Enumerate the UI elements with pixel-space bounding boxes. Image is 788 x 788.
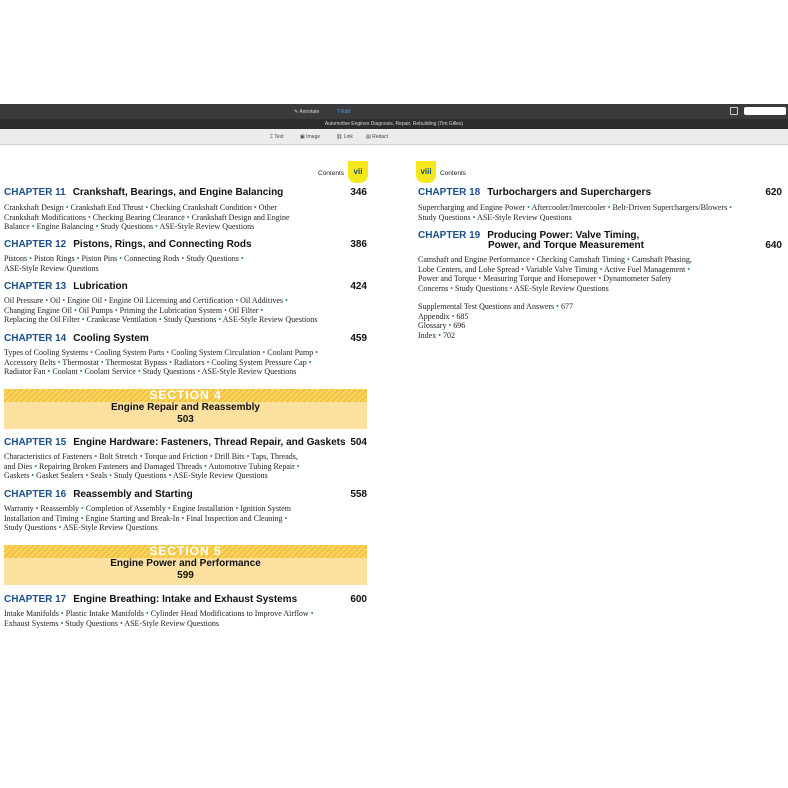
chapter-title: Engine Breathing: Intake and Exhaust Systems	[73, 594, 298, 605]
bullet-icon: •	[521, 264, 524, 274]
bullet-icon: •	[81, 315, 85, 324]
bullet-icon: •	[284, 513, 288, 523]
bullet-icon: •	[158, 315, 162, 324]
topic-line: Concerns • Study Questions • ASE-Style Review Questions	[418, 283, 609, 293]
edit-toolbar	[0, 129, 788, 145]
bullet-icon: •	[527, 203, 530, 212]
chapter-topics	[4, 254, 244, 273]
chapter-title: Lubrication	[73, 281, 128, 292]
bullet-icon: •	[262, 348, 266, 357]
bullet-icon: •	[531, 255, 535, 264]
chapter-number: CHAPTER 16	[4, 489, 67, 500]
bullet-icon: •	[181, 513, 185, 523]
page-header: Contents	[318, 170, 345, 177]
chapter-page: 459	[350, 333, 367, 344]
edit-label: Edit	[341, 109, 350, 115]
bullet-icon: •	[209, 452, 213, 461]
bullet-icon: •	[448, 321, 452, 330]
bullet-icon: •	[74, 305, 77, 315]
bullet-icon: •	[308, 357, 312, 367]
search-input[interactable]	[744, 107, 786, 115]
bullet-icon: •	[58, 523, 62, 532]
bullet-icon: •	[81, 504, 84, 513]
section-label: SECTION 4	[4, 389, 367, 402]
chapter-page: 386	[350, 239, 367, 250]
topic-line: Characteristics of Fasteners • Bolt Stretch • Torque and Friction • Drill Bits • Taps, Threads,	[4, 452, 298, 461]
chapter-heading[interactable]	[4, 489, 193, 500]
bullet-icon: •	[34, 461, 38, 471]
bullet-icon: •	[29, 254, 32, 263]
bullet-icon: •	[94, 452, 98, 461]
chapter-topics	[418, 255, 692, 293]
bullet-icon: •	[169, 357, 172, 367]
image-tool-button[interactable]: ▣ Image	[300, 134, 321, 140]
chapter-number: CHAPTER 11	[4, 187, 66, 198]
chapter-heading[interactable]	[4, 187, 283, 198]
lock-icon[interactable]	[730, 107, 738, 115]
topic-line: Camshaft and Engine Performance • Checking Camshaft Timing • Camshaft Phasing,	[418, 255, 692, 264]
annotate-button[interactable]: ✎ Annotate	[294, 109, 320, 115]
chapter-topics	[4, 609, 314, 628]
document-title: Automotive Engines Diagnosis, Repair, Rebuilding (Tim Gilles)	[0, 119, 788, 129]
bullet-icon: •	[206, 357, 210, 367]
topic-line: Lobe Centers, and Lobe Spread • Variable Valve Timing • Active Fuel Management •	[418, 264, 691, 274]
bullet-icon: •	[509, 283, 513, 293]
redact-tool-button[interactable]: ▤ Redact	[366, 134, 388, 140]
bullet-icon: •	[45, 296, 49, 305]
back-matter-list	[418, 302, 573, 340]
bullet-icon: •	[47, 367, 51, 376]
topic-line: and Dies • Repairing Broken Fasteners and Damaged Threads • Automotive Tubing Repair •	[4, 461, 300, 471]
bullet-icon: •	[478, 274, 482, 283]
bullet-icon: •	[729, 203, 733, 212]
bullet-icon: •	[80, 513, 84, 523]
section-label: SECTION 5	[4, 545, 367, 558]
bullet-icon: •	[114, 305, 118, 315]
bullet-icon: •	[35, 504, 39, 513]
chapter-heading[interactable]	[4, 281, 128, 292]
bullet-icon: •	[60, 618, 64, 628]
chapter-number: CHAPTER 12	[4, 239, 67, 250]
bullet-icon: •	[57, 357, 61, 367]
annotate-label: Annotate	[299, 109, 320, 115]
bullet-icon: •	[109, 471, 112, 480]
topic-line: Study Questions • ASE-Style Review Questions	[4, 523, 158, 532]
chapter-title: Pistons, Rings, and Connecting Rods	[73, 239, 252, 250]
back-matter-item[interactable]: Appendix • 685	[418, 311, 469, 321]
bullet-icon: •	[76, 254, 80, 263]
bullet-icon: •	[85, 471, 89, 480]
bullet-icon: •	[181, 254, 185, 263]
bullet-icon: •	[137, 367, 141, 376]
bullet-icon: •	[31, 471, 35, 480]
topic-line: Installation and Timing • Engine Starting and Break-In • Final Inspection and Cleaning •	[4, 513, 288, 523]
bullet-icon: •	[145, 203, 149, 212]
chapter-topics	[4, 504, 291, 533]
edit-button[interactable]: T Edit	[337, 109, 350, 115]
topic-line: Radiator Fan • Coolant • Coolant Service • Study Questions • ASE-Style Review Questions	[4, 367, 297, 376]
bullet-icon: •	[599, 264, 603, 274]
bullet-icon: •	[607, 203, 611, 212]
chapter-heading[interactable]	[4, 239, 252, 250]
topic-line: Warranty • Reassembly • Completion of Assembly • Engine Installation • Ignition System	[4, 504, 292, 513]
chapter-number: CHAPTER 17	[4, 594, 67, 605]
topic-line: Exhaust Systems • Study Questions • ASE-Style Review Questions	[4, 618, 219, 628]
bullet-icon: •	[246, 452, 250, 461]
bullet-icon: •	[253, 203, 257, 212]
bullet-icon: •	[79, 367, 83, 376]
bullet-icon: •	[197, 367, 201, 376]
section-page: 503	[177, 414, 194, 425]
text-label: Text	[274, 134, 284, 140]
bullet-icon: •	[167, 504, 171, 513]
topic-line: ASE-Style Review Questions	[4, 263, 99, 273]
bullet-icon: •	[60, 609, 64, 618]
page-number-badge: vii	[348, 161, 368, 183]
bullet-icon: •	[438, 330, 442, 340]
chapter-title-continued: Power, and Torque Measurement	[488, 240, 644, 251]
chapter-page: 504	[350, 437, 367, 448]
bullet-icon: •	[104, 296, 107, 305]
bullet-icon: •	[119, 254, 123, 263]
redact-label: Redact	[372, 134, 388, 140]
chapter-heading[interactable]	[418, 187, 651, 198]
bullet-icon: •	[598, 274, 602, 283]
chapter-page: 640	[765, 240, 782, 251]
chapter-title: Turbochargers and Superchargers	[487, 187, 651, 198]
bullet-icon: •	[235, 296, 239, 305]
chapter-number: CHAPTER 13	[4, 281, 67, 292]
bullet-icon: •	[31, 222, 35, 231]
bullet-icon: •	[119, 618, 123, 628]
link-tool-button[interactable]: ⛓ Link	[336, 134, 353, 140]
topic-line: Types of Cooling Systems • Cooling System Parts • Cooling System Circulation • Coolant Pump •	[4, 348, 319, 357]
chapter-topics	[418, 203, 732, 222]
chapter-number: CHAPTER 15	[4, 437, 67, 448]
top-toolbar	[0, 104, 788, 119]
chapter-page: 346	[350, 187, 367, 198]
section-title: Engine Repair and Reassembly	[111, 402, 260, 413]
topic-line: Changing Engine Oil • Oil Pumps • Priming the Lubrication System • Oil Filter •	[4, 305, 264, 315]
chapter-title: Producing Power: Valve Timing,	[487, 230, 640, 241]
topic-line: Study Questions • ASE-Style Review Questions	[418, 212, 572, 222]
topic-line: Crankshaft Modifications • Checking Bearing Clearance • Crankshaft Design and Engine	[4, 212, 290, 222]
chapter-title: Reassembly and Starting	[73, 489, 193, 500]
chapter-title: Engine Hardware: Fasteners, Thread Repair, and Gaskets	[73, 437, 346, 448]
bullet-icon: •	[450, 283, 454, 293]
bullet-icon: •	[285, 296, 288, 305]
chapter-heading[interactable]	[4, 333, 149, 344]
chapter-number: CHAPTER 14	[4, 333, 67, 344]
bullet-icon: •	[315, 348, 319, 357]
chapter-page: 620	[765, 187, 782, 198]
bullet-icon: •	[62, 296, 66, 305]
bullet-icon: •	[451, 311, 455, 321]
bullet-icon: •	[687, 264, 691, 274]
bullet-icon: •	[240, 254, 244, 263]
topic-line: Balance • Engine Balancing • Study Questions • ASE-Style Review Questions	[4, 222, 255, 231]
bullet-icon: •	[168, 471, 172, 480]
image-label: Image	[306, 134, 321, 140]
bullet-icon: •	[65, 203, 69, 212]
back-matter-item[interactable]: Supplemental Test Questions and Answers • 677	[418, 302, 573, 311]
bullet-icon: •	[472, 212, 476, 222]
topic-line: Accessory Belts • Thermostat • Thermostat Bypass • Radiators • Cooling System Pressure Cap •	[4, 357, 312, 367]
bullet-icon: •	[627, 255, 630, 264]
bullet-icon: •	[556, 302, 559, 311]
bullet-icon: •	[166, 348, 170, 357]
bullet-icon: •	[260, 305, 264, 315]
bullet-icon: •	[95, 222, 99, 231]
bullet-icon: •	[90, 348, 93, 357]
section-banner[interactable]	[4, 389, 367, 429]
topic-line: Crankshaft Design • Crankshaft End Thrust • Checking Crankshaft Condition • Other	[4, 203, 277, 212]
bullet-icon: •	[87, 212, 91, 222]
page-number-badge: viii	[416, 161, 436, 183]
chapter-topics	[4, 348, 318, 377]
chapter-topics	[4, 296, 317, 325]
back-matter-item[interactable]: Glossary • 696	[418, 321, 466, 330]
bullet-icon: •	[204, 461, 207, 471]
section-banner[interactable]	[4, 545, 367, 585]
chapter-number: CHAPTER 18	[418, 187, 481, 198]
page-header: Contents	[440, 170, 467, 177]
section-title: Engine Power and Performance	[110, 558, 261, 569]
topic-line: Oil Pressure • Oil • Engine Oil • Engine Oil Licensing and Certification • Oil Additives •	[4, 296, 288, 305]
back-matter-item[interactable]: Index • 702	[418, 330, 456, 340]
bullet-icon: •	[155, 222, 158, 231]
bullet-icon: •	[235, 504, 239, 513]
bullet-icon: •	[296, 461, 300, 471]
left-page	[0, 144, 372, 644]
chapter-heading[interactable]	[4, 437, 346, 448]
topic-line: Supercharging and Engine Power • Aftercooler/Intercooler • Belt-Driven Superchargers/Blowers •	[418, 203, 733, 212]
chapter-heading[interactable]	[4, 594, 297, 605]
section-page: 599	[177, 570, 194, 581]
chapter-number: CHAPTER 19	[418, 230, 481, 241]
chapter-page: 424	[350, 281, 367, 292]
bullet-icon: •	[218, 315, 222, 324]
bullet-icon: •	[139, 452, 143, 461]
chapter-page: 558	[350, 489, 367, 500]
bullet-icon: •	[186, 212, 190, 222]
bullet-icon: •	[224, 305, 227, 315]
chapter-topics	[4, 452, 300, 481]
chapter-title: Crankshaft, Bearings, and Engine Balancing	[72, 187, 284, 198]
bullet-icon: •	[145, 609, 149, 618]
bullet-icon: •	[100, 357, 104, 367]
chapter-topics	[4, 203, 290, 232]
topic-line: Pistons • Piston Rings • Piston Pins • Connecting Rods • Study Questions •	[4, 254, 244, 263]
topic-line: Replacing the Oil Filter • Crankcase Ventilation • Study Questions • ASE-Style Review Questions	[4, 315, 318, 324]
right-page	[414, 144, 788, 644]
text-tool-button[interactable]: ⌶ Text	[270, 134, 284, 140]
topic-line: Power and Torque • Measuring Torque and Horsepower • Dynamometer Safety	[418, 274, 672, 283]
topic-line: Intake Manifolds • Plastic Intake Manifolds • Cylinder Head Modifications to Improve Airflow •	[4, 609, 314, 618]
chapter-title: Cooling System	[73, 333, 149, 344]
link-label: Link	[343, 134, 353, 140]
bullet-icon: •	[310, 609, 314, 618]
chapter-page: 600	[350, 594, 367, 605]
topic-line: Gaskets • Gasket Sealers • Seals • Study Questions • ASE-Style Review Questions	[4, 471, 268, 480]
